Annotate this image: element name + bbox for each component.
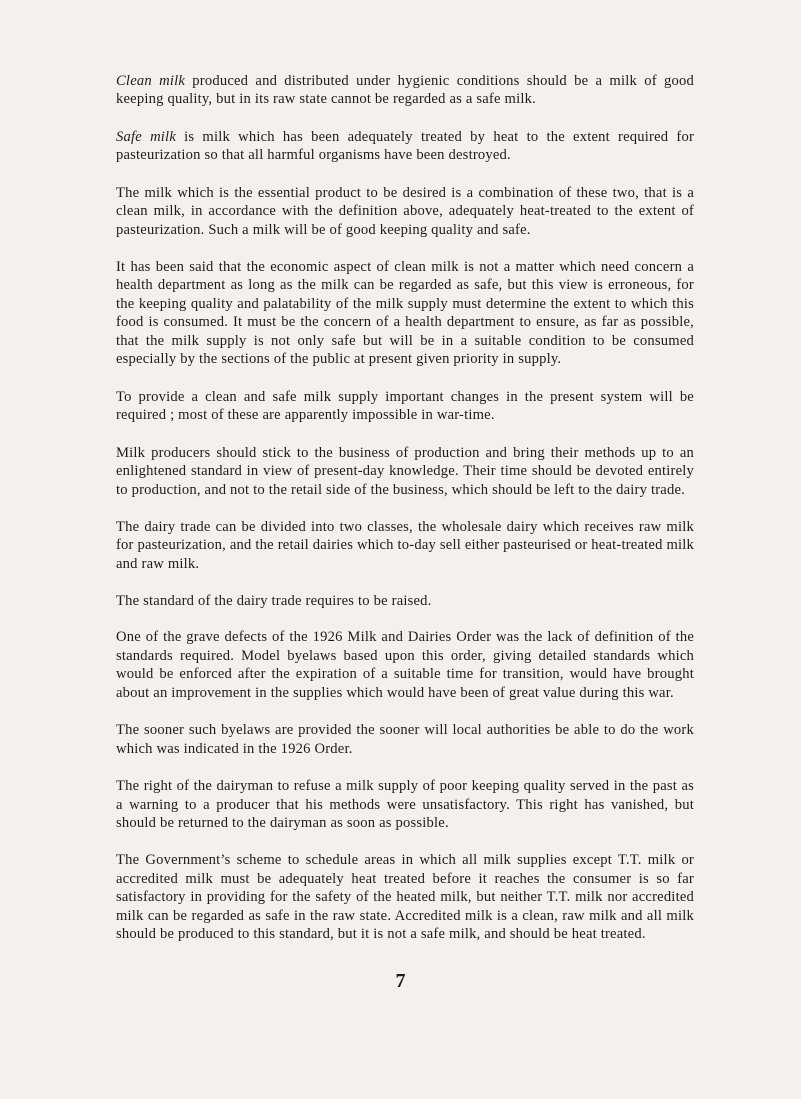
paragraph-text: The Government’s scheme to schedule areas in which all milk supplies except T.T. milk or accredited milk must be adequately heat treated before it reaches the consumer is so far satisfactory in providing for the safety of the heated milk, but neither T.T. milk nor accredited milk can be regarded as safe in the raw state. Accredited milk is a clean, raw milk and all milk should be produced to this standard, but it is not a safe milk, and should be heat treated.	[116, 852, 694, 943]
paragraph-byelaws	[116, 721, 694, 758]
term-clean-milk: Clean milk	[116, 73, 186, 89]
paragraph-text: The dairy trade can be divided into two classes, the wholesale dairy which receives raw milk for pasteurization, and the retail dairies which to-day sell either pasteurised or heat-treated milk and raw milk.	[116, 518, 694, 572]
paragraph-text: The sooner such byelaws are provided the sooner will local authorities be able to do the work which was indicated in the 1926 Order.	[116, 722, 694, 757]
paragraph-combination	[116, 184, 694, 239]
paragraph-changes-required	[116, 388, 694, 425]
paragraph-text: To provide a clean and safe milk supply important changes in the present system will be required ; most of these are apparently impossible in war-time.	[116, 388, 694, 424]
paragraph-economic-aspect	[116, 258, 694, 369]
paragraph-government-scheme	[116, 851, 694, 943]
paragraph-safe-milk	[116, 128, 694, 165]
paragraph-text: Milk producers should stick to the business of production and bring their methods up to an enlightened standard in view of present-day knowledge. Their time should be devoted entirely to production, and not to the retail side of the business, which should be left to the dairy trade.	[116, 444, 694, 498]
term-safe-milk: Safe milk	[116, 128, 176, 145]
paragraph-1926-order	[116, 628, 694, 702]
paragraph-text: The milk which is the essential product to be desired is a combination of these two, that is a clean milk, in accordance with the definition above, adequately heat-treated to the extent of pasteurization. Such a milk will be of good keeping quality and safe.	[116, 184, 694, 238]
paragraph-dairyman-right	[116, 777, 694, 832]
page-number: 7	[395, 970, 406, 993]
paragraph-dairy-trade-classes	[116, 518, 694, 573]
paragraph-text: produced and distributed under hygienic conditions should be a milk of good keeping quality, but in its raw state cannot be regarded as a safe milk.	[116, 73, 694, 108]
paragraph-text: It has been said that the economic aspect of clean milk is not a matter which need concern a health department as long as the milk can be regarded as safe, but this view is erroneous, for the keeping quality and palatability of the milk supply must determine the extent to which this food is consumed. It must be the concern of a health department to ensure, as far as possible, that the milk supply is not only safe but will be in a suitable condition to be consumed especially by the sections of the public at present given priority in supply.	[116, 258, 694, 368]
paragraph-text: The standard of the dairy trade requires to be raised.	[116, 592, 432, 609]
paragraph-dairy-standard	[116, 592, 694, 610]
paragraph-text: One of the grave defects of the 1926 Milk and Dairies Order was the lack of definition of the standards required. Model byelaws based upon this order, giving detailed standards which would be enforced after the expiration of a suitable time for transition, would have brought about an improvement in the supplies which would have been of great value during this war.	[116, 629, 694, 701]
paragraph-milk-producers	[116, 444, 694, 499]
paragraph-text: The right of the dairyman to refuse a milk supply of poor keeping quality served in the past as a warning to a producer that his methods were unsatisfactory. This right has vanished, but should be returned to the dairyman as soon as possible.	[116, 778, 694, 832]
paragraph-text: is milk which has been adequately treated by heat to the extent required for pasteurization so that all harmful organisms have been destroyed.	[116, 128, 694, 164]
paragraph-clean-milk	[116, 72, 694, 109]
